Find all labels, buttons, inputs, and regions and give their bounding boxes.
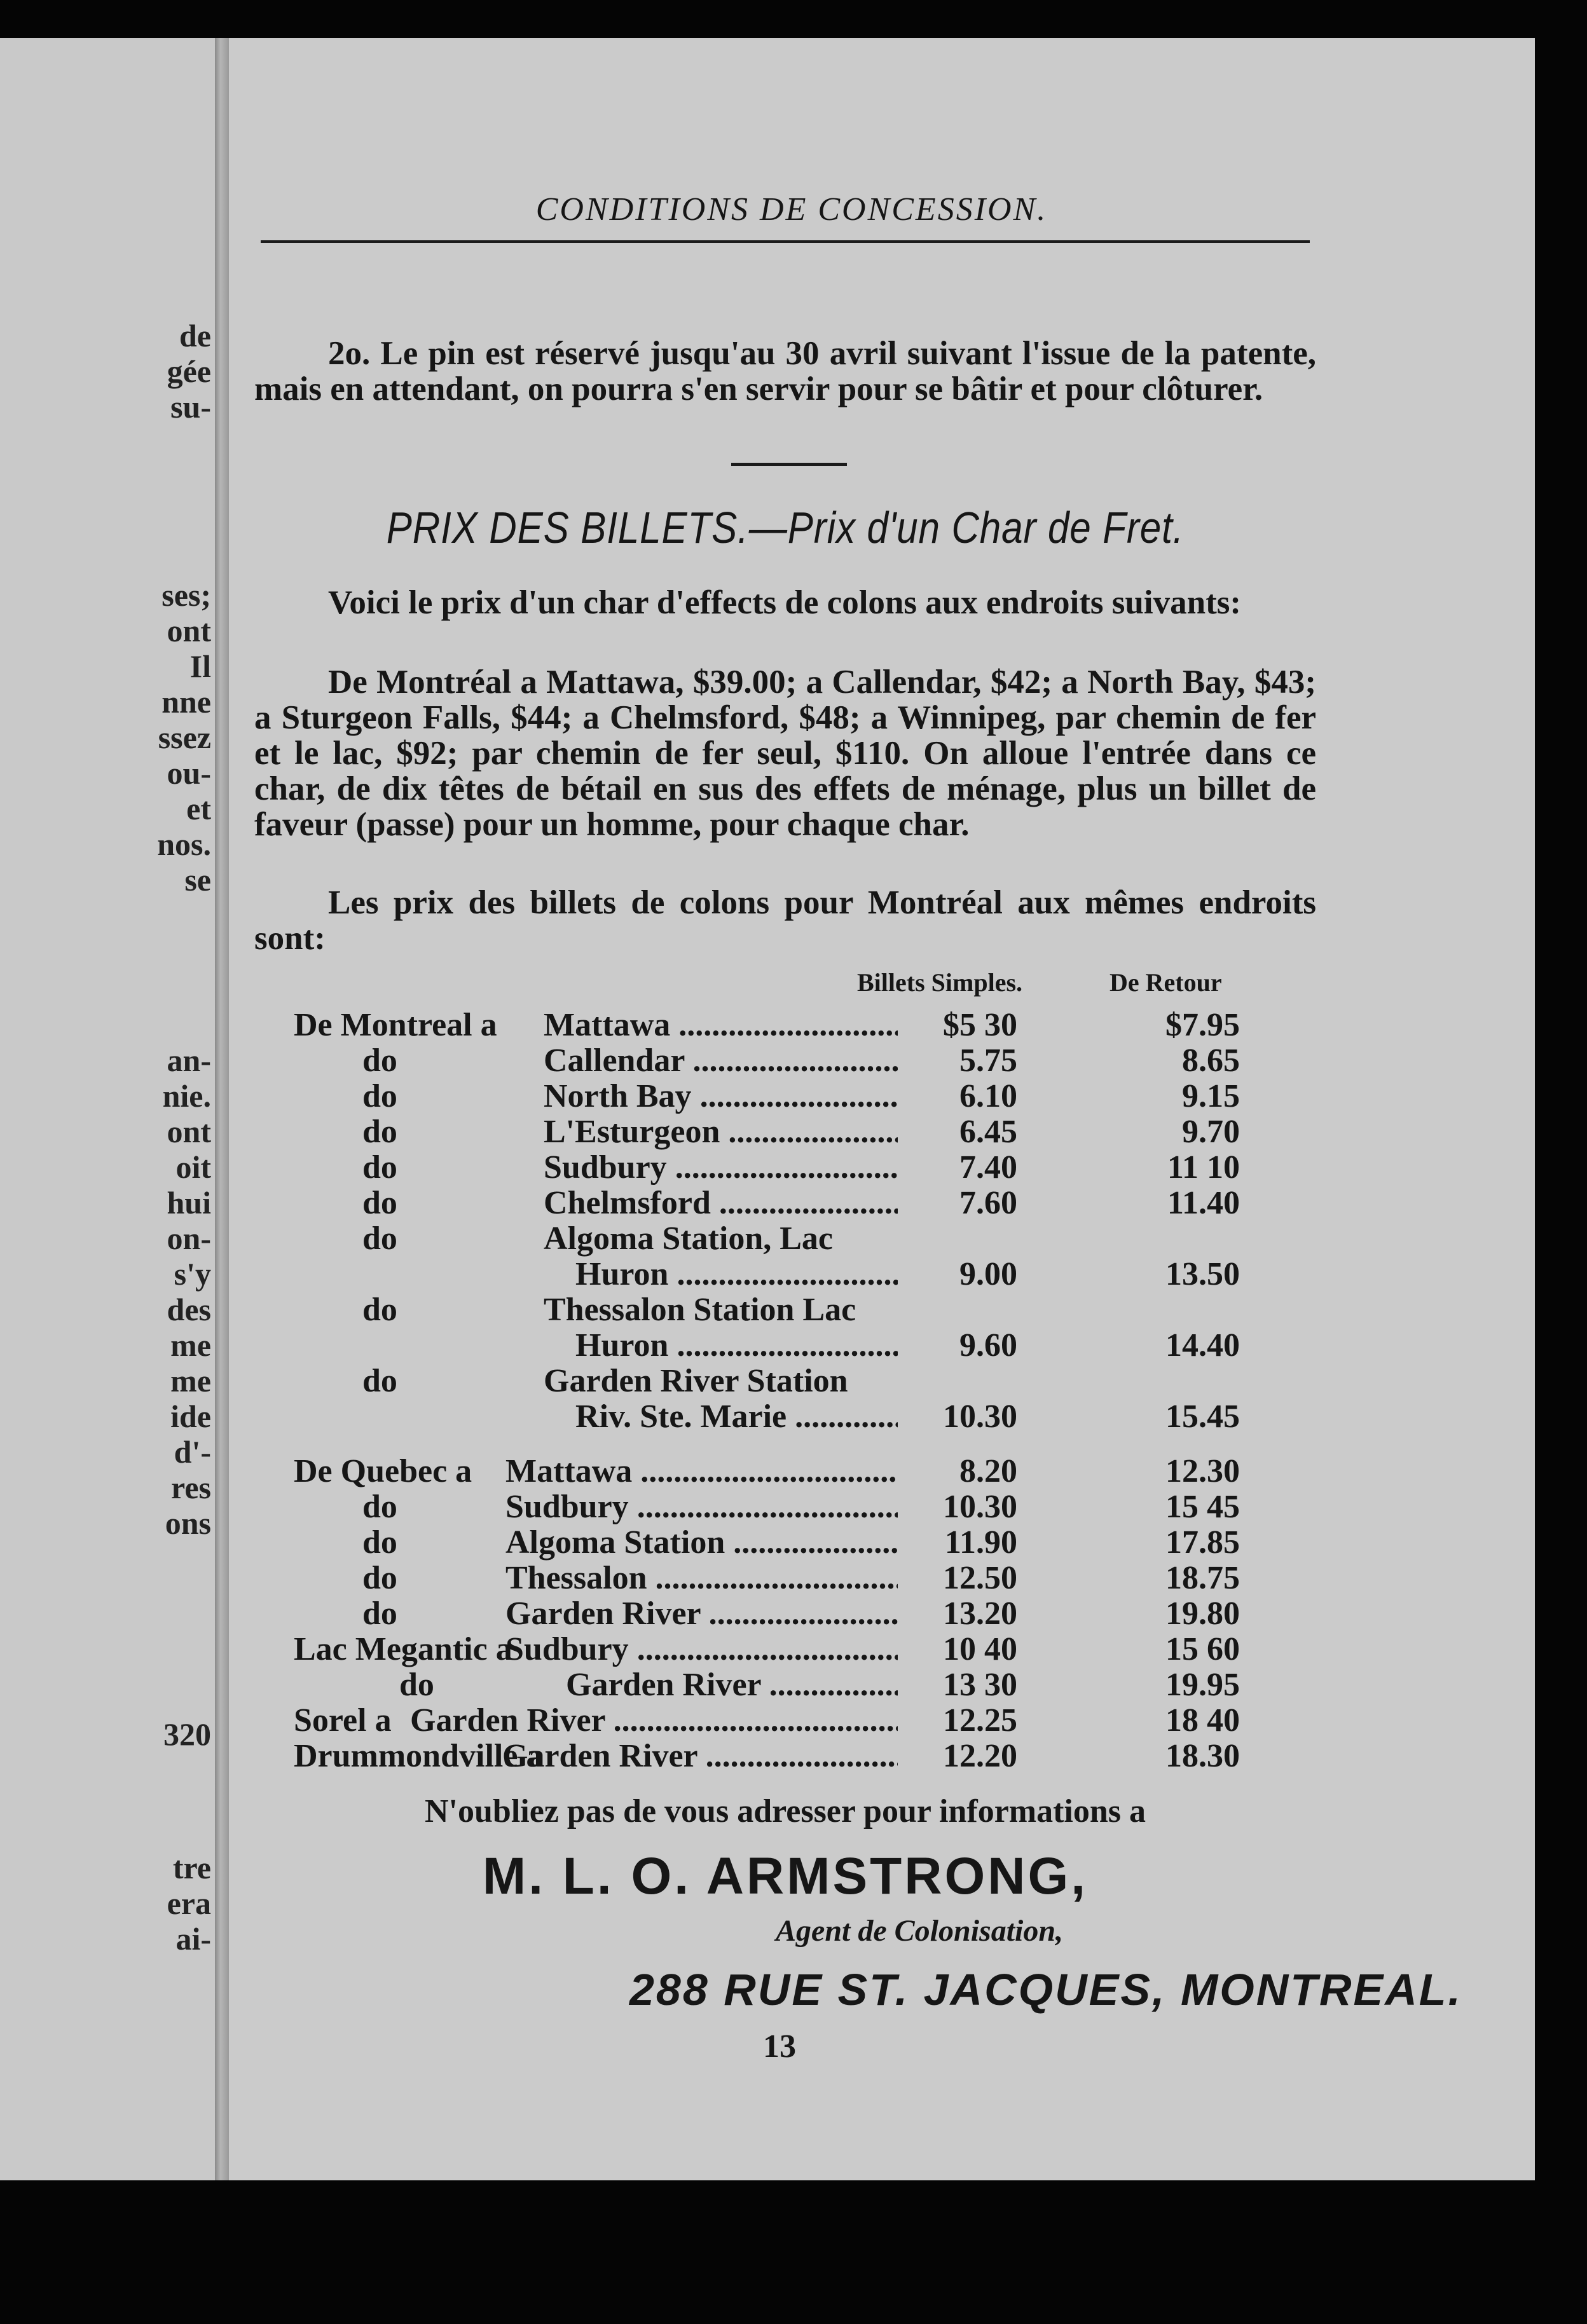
left-page-text-fragment: oit — [175, 1149, 211, 1185]
fare-return-price: 15.45 — [1165, 1398, 1240, 1435]
fare-origin: do — [362, 1524, 397, 1561]
left-page-text-fragment: ses; — [161, 577, 211, 613]
intro-text: Voici le prix d'un char d'effects de colons aux endroits suivants: — [328, 584, 1242, 621]
fare-return-price: 12.30 — [1165, 1453, 1240, 1489]
left-page-text-fragment: tre — [172, 1850, 211, 1885]
fare-return-price: 19.80 — [1165, 1596, 1240, 1632]
fare-destination-cont: Huron ..... — [575, 1328, 898, 1364]
fare-return-price: 18.30 — [1165, 1738, 1240, 1774]
left-page-text-fragment: ai- — [175, 1921, 211, 1957]
fare-destination: Thessalon Station Lac — [544, 1292, 856, 1328]
fare-return-price: 11 10 — [1167, 1149, 1240, 1186]
header-rule — [261, 240, 1310, 243]
fare-origin: De Quebec a — [294, 1453, 472, 1489]
fare-single-price: 5.75 — [959, 1042, 1017, 1079]
left-page-text-fragment: ou- — [167, 755, 211, 791]
fare-origin: Drummondville a — [294, 1738, 543, 1774]
fare-single-price: 13.20 — [943, 1596, 1017, 1632]
fares-intro-paragraph — [254, 885, 1316, 956]
fare-origin: do — [362, 1042, 397, 1079]
fare-return-price: 9.15 — [1182, 1078, 1240, 1114]
left-page-text-fragment: Il — [189, 648, 211, 684]
page-number: 13 — [763, 2028, 796, 2065]
left-page-fragment — [0, 38, 215, 2180]
fare-single-price: 9.60 — [959, 1327, 1017, 1364]
left-page-text-fragment: su- — [170, 389, 211, 425]
left-page-text-fragment: ons — [165, 1505, 211, 1541]
col-header-single: Billets Simples. — [857, 968, 1023, 997]
left-page-text-fragment: nie. — [162, 1078, 211, 1114]
left-page-text-fragment: d'- — [174, 1434, 211, 1470]
fare-origin: De Montreal a — [294, 1007, 497, 1043]
agent-title: Agent de Colonisation, — [776, 1914, 1064, 1948]
left-page-text-fragment: res — [171, 1470, 211, 1505]
fare-origin: Sorel a — [294, 1702, 392, 1739]
fare-return-price: 15 60 — [1165, 1631, 1240, 1667]
fare-destination: Garden River ..... — [505, 1596, 898, 1632]
paragraph-2o — [254, 336, 1316, 407]
fare-origin: do — [362, 1185, 397, 1221]
fare-destination: L'Esturgeon ..... — [544, 1114, 898, 1150]
fares-intro-text: Les prix des billets de colons pour Montréal aux mêmes endroits sont: — [254, 884, 1316, 957]
left-page-text-fragment: des — [167, 1292, 211, 1327]
fare-destination: Garden River ..... — [566, 1667, 898, 1703]
fare-single-price: 6.45 — [959, 1114, 1017, 1150]
left-page-text-fragment: ide — [170, 1398, 211, 1434]
fare-destination: Garden River ..... — [410, 1703, 898, 1739]
fare-return-price: 11.40 — [1167, 1185, 1240, 1221]
left-page-text-fragment: hui — [167, 1185, 211, 1220]
fare-destination: Mattawa ..... — [544, 1008, 898, 1043]
fare-origin: do — [362, 1220, 397, 1257]
section-divider — [731, 463, 847, 466]
fare-return-price: 15 45 — [1165, 1489, 1240, 1525]
left-page-text-fragment: era — [167, 1885, 211, 1921]
fare-return-price: 18 40 — [1165, 1702, 1240, 1739]
closing-line: N'oubliez pas de vous adresser pour informations a — [424, 1793, 1146, 1829]
fare-destination-cont: Riv. Ste. Marie ..... — [575, 1399, 898, 1435]
fare-return-price: 14.40 — [1165, 1327, 1240, 1364]
fare-origin: do — [362, 1363, 397, 1399]
left-page-text-fragment: s'y — [174, 1256, 211, 1292]
fare-destination: Algoma Station ..... — [505, 1525, 898, 1561]
freight-paragraph — [254, 664, 1316, 842]
fare-return-price: 8.65 — [1182, 1042, 1240, 1079]
fare-return-price: 19.95 — [1165, 1667, 1240, 1703]
fare-destination: Sudbury ..... — [505, 1489, 898, 1525]
left-page-text-fragment: me — [170, 1363, 211, 1398]
fare-origin: do — [362, 1114, 397, 1150]
fare-origin: do — [362, 1489, 397, 1525]
fare-destination: Algoma Station, Lac — [544, 1220, 833, 1257]
fare-single-price: 12.25 — [943, 1702, 1017, 1739]
fare-single-price: 7.40 — [959, 1149, 1017, 1186]
left-page-text-fragment: 320 — [163, 1716, 211, 1752]
fare-origin: Lac Megantic a — [294, 1631, 512, 1667]
fare-destination-cont: Huron ..... — [575, 1257, 898, 1292]
left-page-text-fragment: et — [186, 791, 211, 826]
fare-single-price: 12.50 — [943, 1560, 1017, 1596]
left-page-text-fragment: me — [170, 1327, 211, 1363]
section-title: PRIX DES BILLETS.—Prix d'un Char de Fret. — [386, 503, 1185, 552]
fare-destination: North Bay ..... — [544, 1079, 898, 1114]
fare-destination: Chelmsford ..... — [544, 1186, 898, 1221]
fare-destination: Callendar ..... — [544, 1043, 898, 1079]
fare-destination: Garden River Station — [544, 1363, 848, 1399]
bottom-border — [0, 2180, 1587, 2324]
freight-text: De Montréal a Mattawa, $39.00; a Callendar, $42; a North Bay, $43; a Sturgeon Falls, $44; a Chelmsford, $48; a Winnipeg, par chemin de fer et le lac, $92; par chemin de fer seul, $110. On alloue l'entrée dans ce char, de dix têtes de bétail en sus des effets de ménage, plus un billet de faveur (passe) pour un homme, pour chaque char. — [254, 664, 1316, 843]
left-page-text-fragment: ssez — [158, 720, 211, 755]
left-page-text-fragment: se — [184, 862, 211, 898]
fare-return-price: $7.95 — [1165, 1007, 1240, 1043]
fare-return-price: 13.50 — [1165, 1256, 1240, 1292]
fare-destination: Garden River ..... — [502, 1739, 898, 1774]
fare-single-price: 12.20 — [943, 1738, 1017, 1774]
paragraph-2o-text: 2o. Le pin est réservé jusqu'au 30 avril suivant l'issue de la patente, mais en attendant, on pourra s'en servir pour se bâtir et pour clôturer. — [254, 335, 1316, 407]
agent-name: M. L. O. ARMSTRONG, — [482, 1847, 1089, 1905]
agent-address: 288 RUE ST. JACQUES, MONTREAL. — [629, 1965, 1463, 2014]
running-header: CONDITIONS DE CONCESSION. — [535, 191, 1048, 228]
fare-return-price: 9.70 — [1182, 1114, 1240, 1150]
fare-destination: Mattawa ..... — [505, 1454, 898, 1489]
page-gutter — [215, 38, 229, 2180]
fare-return-price: 18.75 — [1165, 1560, 1240, 1596]
col-header-return: De Retour — [1110, 968, 1222, 997]
left-page-text-fragment: ont — [167, 1114, 211, 1149]
left-page-text-fragment: ont — [167, 613, 211, 648]
left-page-text-fragment: de — [179, 318, 211, 353]
left-page-text-fragment: nne — [161, 684, 211, 720]
fare-single-price: 13 30 — [943, 1667, 1017, 1703]
fare-origin: do — [362, 1292, 397, 1328]
fare-destination: Thessalon ..... — [505, 1561, 898, 1596]
fare-destination: Sudbury ..... — [544, 1150, 898, 1186]
fare-single-price: 10.30 — [943, 1398, 1017, 1435]
fare-single-price: 8.20 — [959, 1453, 1017, 1489]
fare-origin: do — [399, 1667, 434, 1703]
fare-single-price: 7.60 — [959, 1185, 1017, 1221]
fare-single-price: 11.90 — [944, 1524, 1017, 1561]
left-page-text-fragment: on- — [167, 1220, 211, 1256]
fare-destination: Sudbury ..... — [505, 1632, 898, 1667]
left-page-text-fragment: an- — [167, 1042, 211, 1078]
left-page-text-fragment: gée — [167, 353, 211, 389]
fare-single-price: 9.00 — [959, 1256, 1017, 1292]
fare-single-price: 10.30 — [943, 1489, 1017, 1525]
fare-origin: do — [362, 1560, 397, 1596]
fare-single-price: 10 40 — [943, 1631, 1017, 1667]
fare-origin: do — [362, 1596, 397, 1632]
fare-single-price: $5 30 — [943, 1007, 1017, 1043]
fare-single-price: 6.10 — [959, 1078, 1017, 1114]
fare-origin: do — [362, 1149, 397, 1186]
fare-return-price: 17.85 — [1165, 1524, 1240, 1561]
left-page-text-fragment: nos. — [157, 826, 211, 862]
intro-paragraph — [254, 585, 1316, 620]
fare-origin: do — [362, 1078, 397, 1114]
